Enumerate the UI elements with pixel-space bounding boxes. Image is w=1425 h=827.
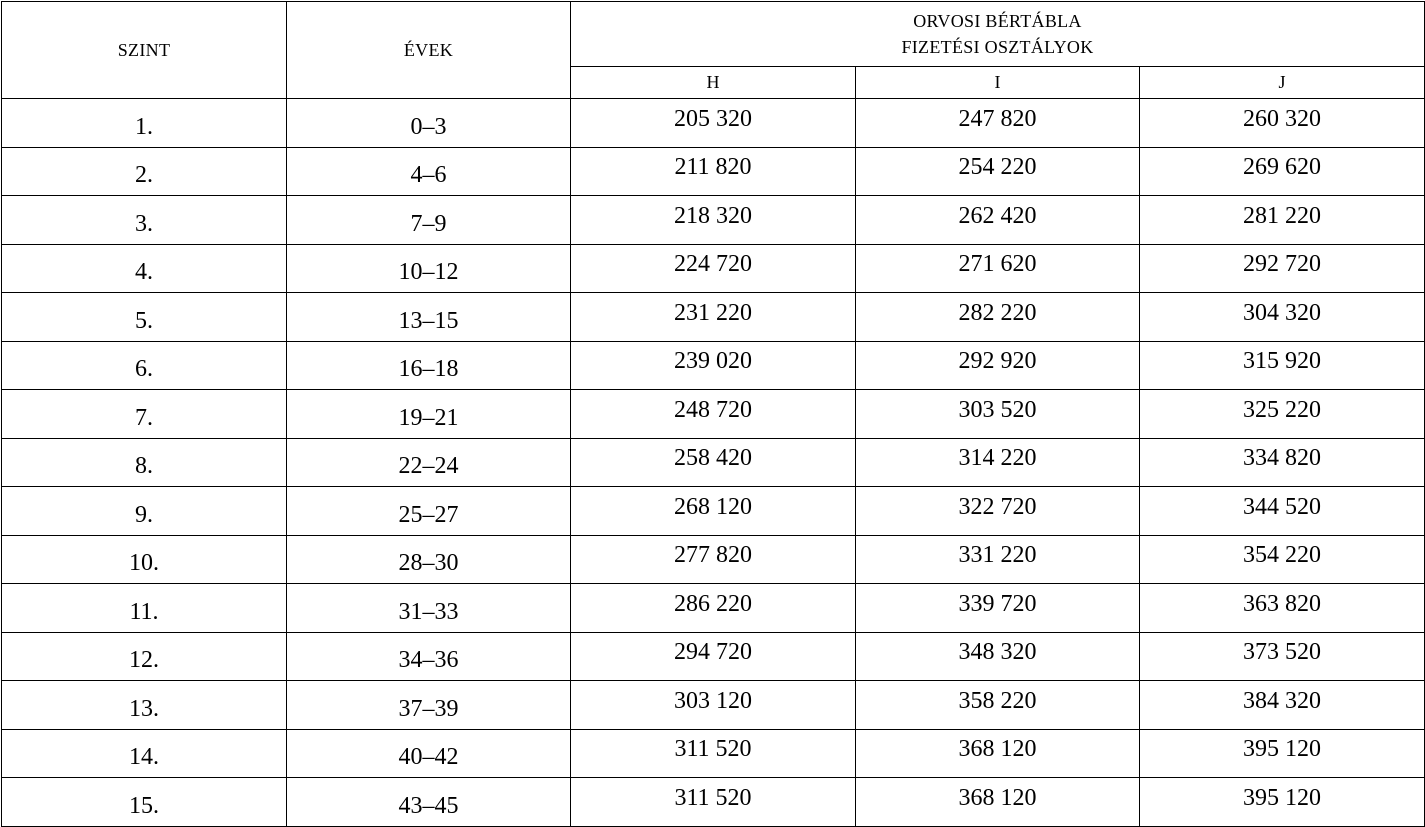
salary-cell-h: 231 220 xyxy=(571,293,856,342)
table-row xyxy=(2,778,1425,827)
salary-cell-i: 322 720 xyxy=(856,487,1140,536)
years-cell: 22–24 xyxy=(287,438,571,487)
table-row xyxy=(2,390,1425,439)
table-row xyxy=(2,535,1425,584)
years-cell: 0–3 xyxy=(287,99,571,148)
table-row xyxy=(2,147,1425,196)
salary-cell-j: 269 620 xyxy=(1140,147,1425,196)
salary-cell-i: 254 220 xyxy=(856,147,1140,196)
salary-cell-h: 268 120 xyxy=(571,487,856,536)
level-cell: 15. xyxy=(2,778,287,827)
salary-cell-h: 211 820 xyxy=(571,147,856,196)
salary-cell-h: 248 720 xyxy=(571,390,856,439)
table-row xyxy=(2,632,1425,681)
salary-cell-h: 311 520 xyxy=(571,729,856,778)
salary-cell-i: 331 220 xyxy=(856,535,1140,584)
salary-cell-j: 292 720 xyxy=(1140,244,1425,293)
salary-cell-h: 311 520 xyxy=(571,778,856,827)
level-cell: 9. xyxy=(2,487,287,536)
table-body xyxy=(2,99,1425,827)
salary-cell-j: 395 120 xyxy=(1140,778,1425,827)
salary-cell-j: 304 320 xyxy=(1140,293,1425,342)
level-cell: 7. xyxy=(2,390,287,439)
years-cell: 7–9 xyxy=(287,196,571,245)
years-cell: 13–15 xyxy=(287,293,571,342)
salary-cell-h: 294 720 xyxy=(571,632,856,681)
header-class-i: I xyxy=(856,67,1140,99)
years-cell: 34–36 xyxy=(287,632,571,681)
salary-cell-h: 286 220 xyxy=(571,584,856,633)
salary-cell-j: 315 920 xyxy=(1140,341,1425,390)
level-cell: 6. xyxy=(2,341,287,390)
salary-cell-i: 292 920 xyxy=(856,341,1140,390)
header-salary-group xyxy=(571,2,1425,67)
years-cell: 37–39 xyxy=(287,681,571,730)
table-row xyxy=(2,584,1425,633)
salary-cell-j: 354 220 xyxy=(1140,535,1425,584)
level-cell: 13. xyxy=(2,681,287,730)
level-cell: 4. xyxy=(2,244,287,293)
header-group-title-line2: FIZETÉSI OSZTÁLYOK xyxy=(901,37,1094,57)
level-cell: 5. xyxy=(2,293,287,342)
years-cell: 16–18 xyxy=(287,341,571,390)
salary-cell-i: 339 720 xyxy=(856,584,1140,633)
salary-cell-i: 271 620 xyxy=(856,244,1140,293)
salary-cell-h: 258 420 xyxy=(571,438,856,487)
salary-cell-j: 325 220 xyxy=(1140,390,1425,439)
years-cell: 19–21 xyxy=(287,390,571,439)
level-cell: 12. xyxy=(2,632,287,681)
salary-cell-i: 358 220 xyxy=(856,681,1140,730)
years-cell: 43–45 xyxy=(287,778,571,827)
salary-cell-j: 260 320 xyxy=(1140,99,1425,148)
salary-cell-i: 262 420 xyxy=(856,196,1140,245)
salary-cell-i: 368 120 xyxy=(856,778,1140,827)
header-class-h: H xyxy=(571,67,856,99)
level-cell: 3. xyxy=(2,196,287,245)
salary-cell-h: 239 020 xyxy=(571,341,856,390)
level-cell: 2. xyxy=(2,147,287,196)
salary-cell-i: 282 220 xyxy=(856,293,1140,342)
level-cell: 14. xyxy=(2,729,287,778)
table-row xyxy=(2,293,1425,342)
salary-cell-i: 247 820 xyxy=(856,99,1140,148)
level-cell: 10. xyxy=(2,535,287,584)
salary-cell-h: 218 320 xyxy=(571,196,856,245)
salary-cell-j: 281 220 xyxy=(1140,196,1425,245)
salary-cell-i: 303 520 xyxy=(856,390,1140,439)
table-row xyxy=(2,487,1425,536)
salary-cell-j: 384 320 xyxy=(1140,681,1425,730)
level-cell: 11. xyxy=(2,584,287,633)
salary-cell-j: 363 820 xyxy=(1140,584,1425,633)
header-years: ÉVEK xyxy=(287,2,571,99)
years-cell: 25–27 xyxy=(287,487,571,536)
header-group-title-line1: ORVOSI BÉRTÁBLA xyxy=(913,11,1082,31)
salary-cell-i: 348 320 xyxy=(856,632,1140,681)
table-row xyxy=(2,438,1425,487)
salary-cell-h: 277 820 xyxy=(571,535,856,584)
salary-cell-i: 368 120 xyxy=(856,729,1140,778)
salary-cell-h: 205 320 xyxy=(571,99,856,148)
table-row xyxy=(2,99,1425,148)
level-cell: 8. xyxy=(2,438,287,487)
salary-cell-i: 314 220 xyxy=(856,438,1140,487)
salary-cell-j: 334 820 xyxy=(1140,438,1425,487)
table-row xyxy=(2,729,1425,778)
header-level: SZINT xyxy=(2,2,287,99)
salary-cell-j: 344 520 xyxy=(1140,487,1425,536)
salary-table xyxy=(1,1,1425,827)
salary-cell-j: 395 120 xyxy=(1140,729,1425,778)
years-cell: 4–6 xyxy=(287,147,571,196)
table-row xyxy=(2,196,1425,245)
header-class-j: J xyxy=(1140,67,1425,99)
table-row xyxy=(2,244,1425,293)
years-cell: 31–33 xyxy=(287,584,571,633)
table-row xyxy=(2,341,1425,390)
level-cell: 1. xyxy=(2,99,287,148)
salary-cell-h: 303 120 xyxy=(571,681,856,730)
years-cell: 40–42 xyxy=(287,729,571,778)
salary-cell-j: 373 520 xyxy=(1140,632,1425,681)
years-cell: 28–30 xyxy=(287,535,571,584)
years-cell: 10–12 xyxy=(287,244,571,293)
table-row xyxy=(2,681,1425,730)
salary-cell-h: 224 720 xyxy=(571,244,856,293)
table-header xyxy=(2,2,1425,99)
